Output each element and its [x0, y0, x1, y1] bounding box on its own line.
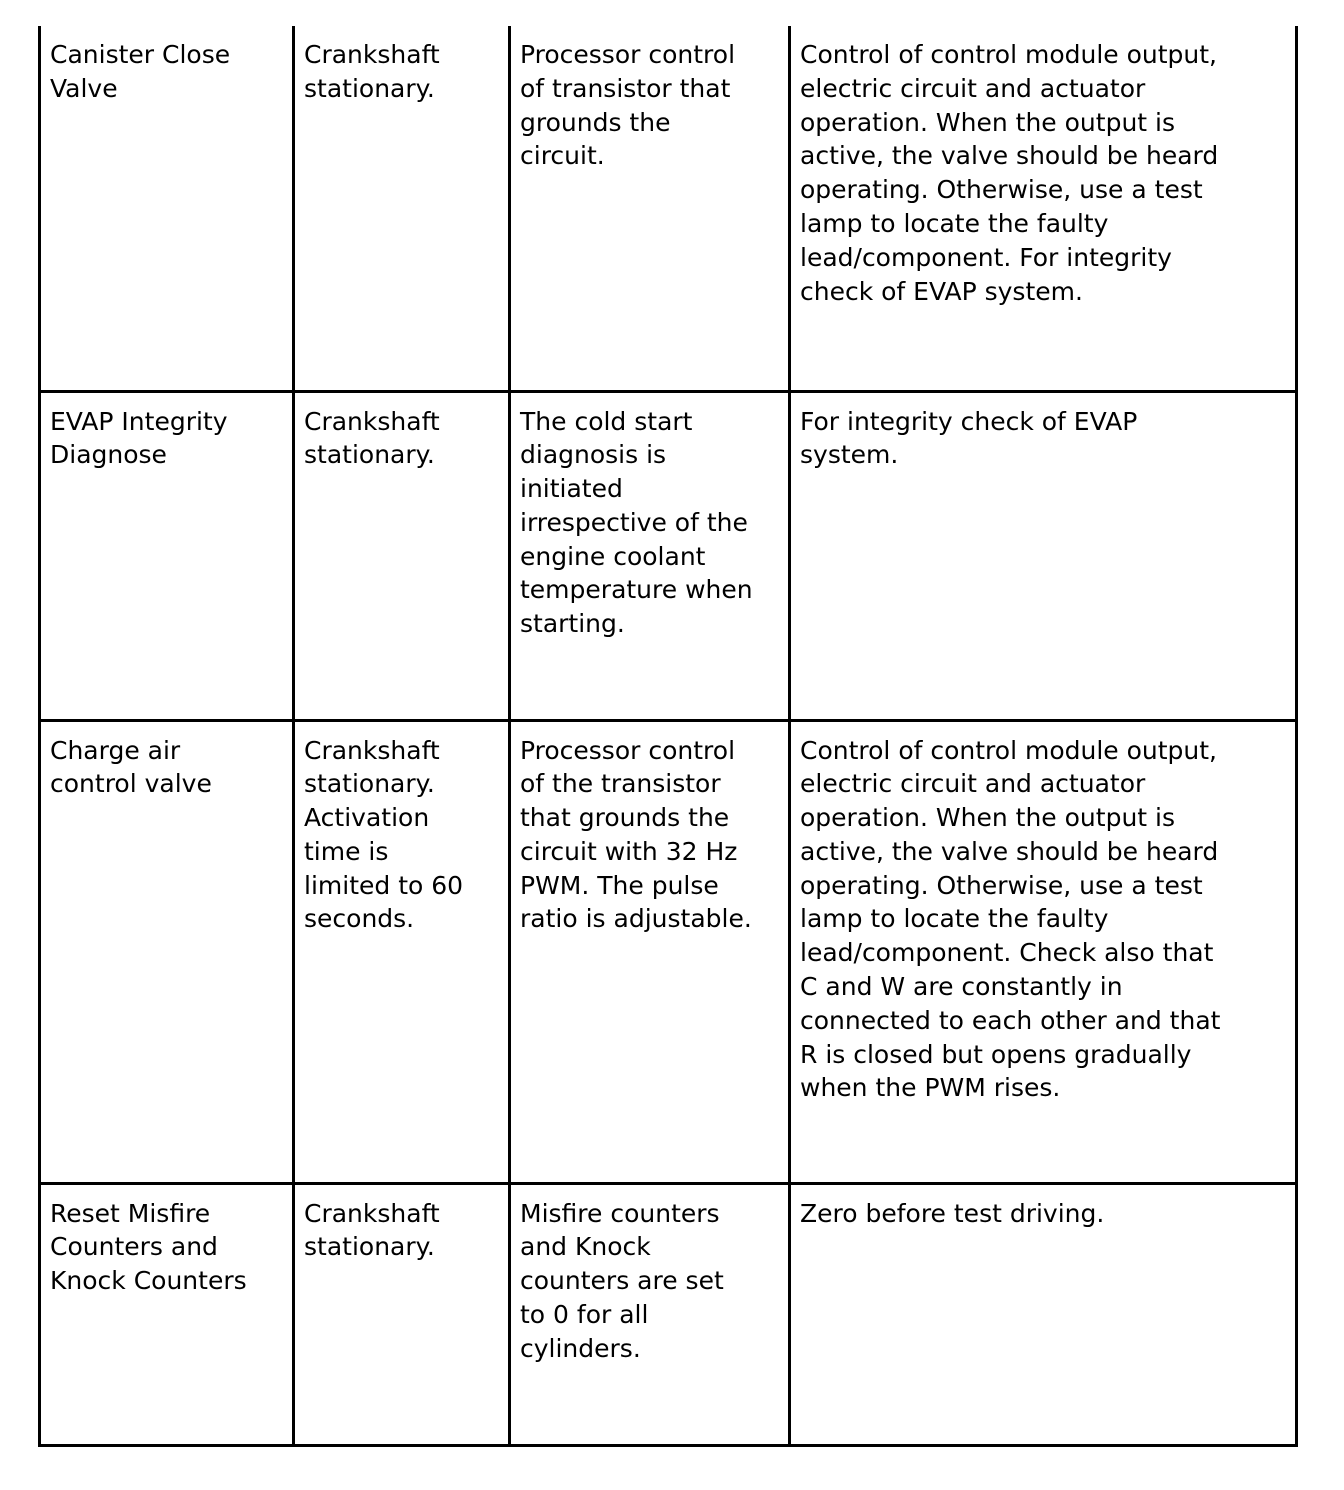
- cell-line: active, the valve should be heard: [800, 836, 1219, 866]
- cell-line: lamp to locate the faulty: [800, 208, 1109, 238]
- cell-line: electric circuit and actuator: [800, 73, 1146, 103]
- table-row: [40, 720, 1297, 1183]
- cell-line: Control of control module output,: [800, 40, 1218, 69]
- component-cell: [40, 391, 294, 720]
- cell-line: lead/component. Check also that: [800, 938, 1214, 968]
- cell-line: circuit.: [520, 141, 605, 171]
- condition-cell: [294, 720, 510, 1183]
- table-row: [40, 26, 1297, 391]
- cell-line: For integrity check of EVAP: [800, 406, 1138, 436]
- cell-line: counters are set: [520, 1266, 724, 1296]
- control-cell: [510, 720, 790, 1183]
- cell-line: stationary.: [304, 1232, 435, 1262]
- cell-line: circuit with 32 Hz: [520, 836, 738, 866]
- cell-line: temperature when: [520, 575, 753, 605]
- cell-line: Knock Counters: [50, 1266, 247, 1296]
- cell-line: operation. When the output is: [800, 803, 1176, 833]
- cell-line: Valve: [50, 73, 118, 103]
- cell-line: seconds.: [304, 904, 415, 934]
- cell-line: and Knock: [520, 1232, 651, 1262]
- table-row: [40, 1183, 1297, 1445]
- cell-line: operation. When the output is: [800, 107, 1176, 137]
- cell-line: of the transistor: [520, 769, 721, 799]
- cell-line: diagnosis is: [520, 440, 667, 470]
- cell-line: engine coolant: [520, 541, 706, 571]
- control-cell: [510, 1183, 790, 1445]
- cell-line: Control of control module output,: [800, 735, 1218, 765]
- cell-line: Processor control: [520, 40, 736, 69]
- cell-line: EVAP Integrity: [50, 406, 228, 436]
- cell-line: when the PWM rises.: [800, 1073, 1061, 1103]
- cell-line: lead/component. For integrity: [800, 242, 1172, 272]
- cell-line: Crankshaft: [304, 40, 440, 69]
- cell-line: lamp to locate the faulty: [800, 904, 1109, 934]
- component-cell: [40, 26, 294, 391]
- note-cell: [790, 720, 1297, 1183]
- component-cell: [40, 720, 294, 1183]
- cell-line: operating. Otherwise, use a test: [800, 870, 1203, 900]
- cell-line: C and W are constantly in: [800, 972, 1123, 1002]
- note-cell: [790, 26, 1297, 391]
- cell-line: limited to 60: [304, 870, 464, 900]
- cell-line: Processor control: [520, 735, 736, 765]
- cell-line: to 0 for all: [520, 1299, 649, 1329]
- condition-cell: [294, 391, 510, 720]
- cell-line: Activation: [304, 803, 430, 833]
- cell-line: system.: [800, 440, 899, 470]
- cell-line: Reset Misfire: [50, 1198, 211, 1228]
- cell-line: check of EVAP system.: [800, 276, 1083, 306]
- cell-line: grounds the: [520, 107, 671, 137]
- cell-line: initiated: [520, 474, 623, 504]
- cell-line: Crankshaft: [304, 406, 440, 436]
- cell-line: R is closed but opens gradually: [800, 1039, 1192, 1069]
- cell-line: Crankshaft: [304, 1198, 440, 1228]
- cell-line: starting.: [520, 609, 625, 639]
- cell-line: irrespective of the: [520, 507, 748, 537]
- cell-line: Zero before test driving.: [800, 1198, 1105, 1228]
- cell-line: Charge air: [50, 735, 181, 765]
- table-row: [40, 391, 1297, 720]
- cell-line: stationary.: [304, 73, 435, 103]
- note-cell: [790, 391, 1297, 720]
- cell-line: active, the valve should be heard: [800, 141, 1219, 171]
- cell-line: Canister Close: [50, 40, 231, 69]
- cell-line: stationary.: [304, 440, 435, 470]
- cell-line: time is: [304, 836, 389, 866]
- component-cell: [40, 1183, 294, 1445]
- cell-line: cylinders.: [520, 1333, 641, 1363]
- procedure-table: [38, 26, 1298, 1447]
- cell-line: ratio is adjustable.: [520, 904, 752, 934]
- cell-line: that grounds the: [520, 803, 730, 833]
- condition-cell: [294, 1183, 510, 1445]
- cell-line: stationary.: [304, 769, 435, 799]
- cell-line: Crankshaft: [304, 735, 440, 765]
- cell-line: operating. Otherwise, use a test: [800, 175, 1203, 205]
- cell-line: electric circuit and actuator: [800, 769, 1146, 799]
- cell-line: of transistor that: [520, 73, 731, 103]
- note-cell: [790, 1183, 1297, 1445]
- table-body: [40, 26, 1297, 1445]
- condition-cell: [294, 26, 510, 391]
- control-cell: [510, 26, 790, 391]
- cell-line: control valve: [50, 769, 212, 799]
- control-cell: [510, 391, 790, 720]
- cell-line: Counters and: [50, 1232, 218, 1262]
- cell-line: Diagnose: [50, 440, 167, 470]
- cell-line: connected to each other and that: [800, 1005, 1221, 1035]
- cell-line: Misfire counters: [520, 1198, 720, 1228]
- cell-line: PWM. The pulse: [520, 870, 719, 900]
- cell-line: The cold start: [520, 406, 693, 436]
